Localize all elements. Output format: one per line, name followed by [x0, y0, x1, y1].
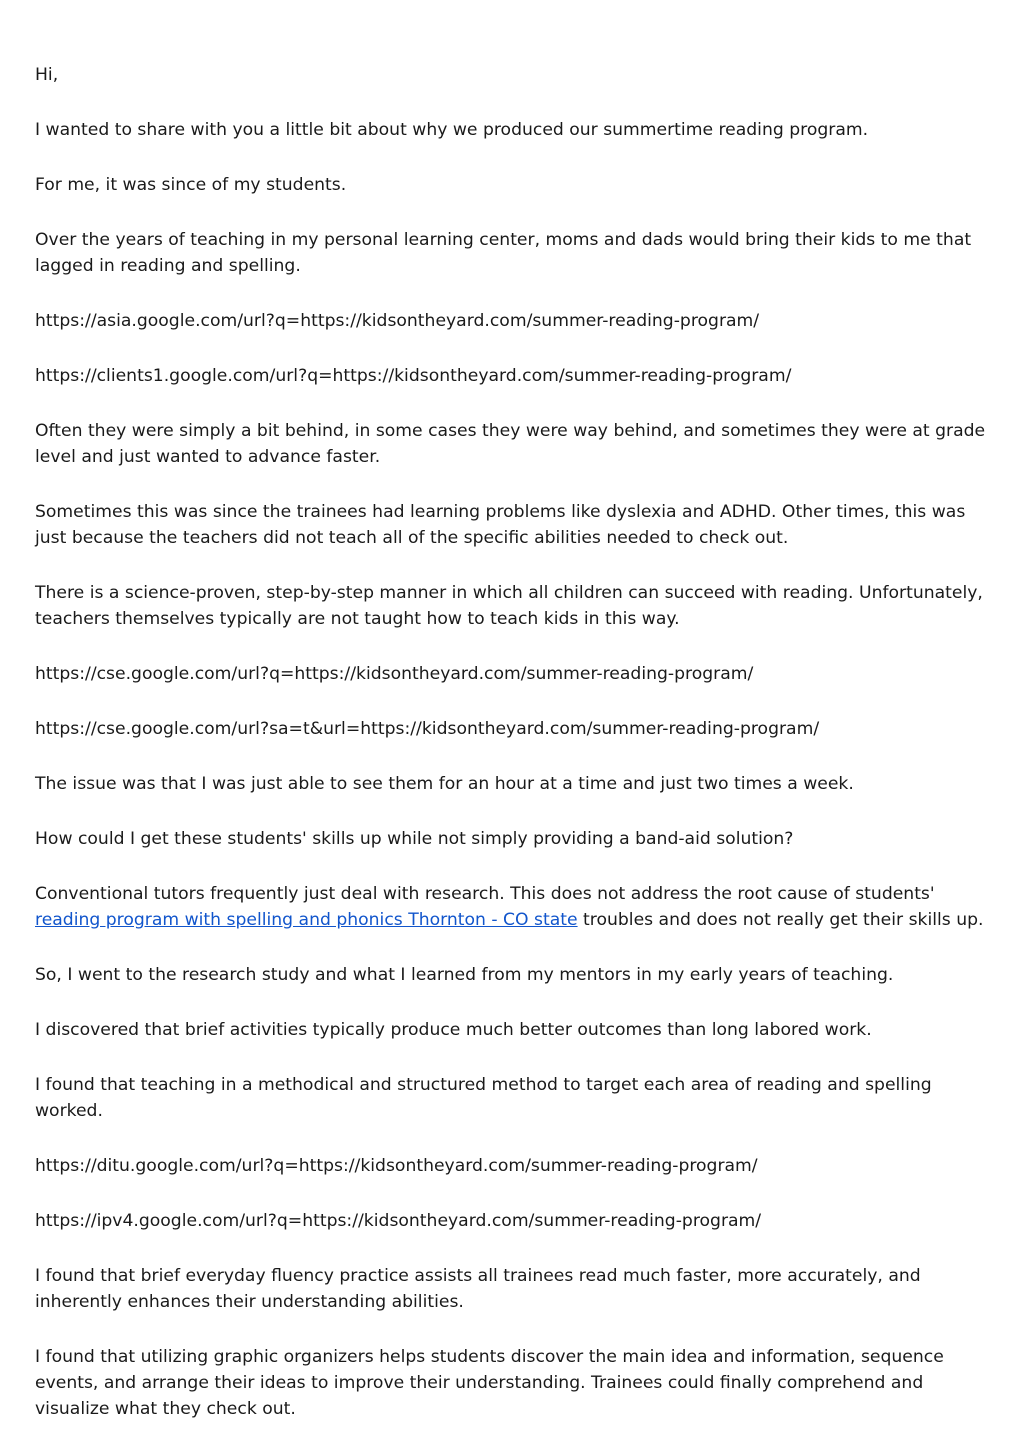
paragraph-graphic-organizers: I found that utilizing graphic organizers helps students discover the main idea and information, sequence events, and arrange their ideas to improve their understanding. Trainees could finally comprehend and visualize what they check out.	[35, 1347, 944, 1419]
url-line-ditu: https://ditu.google.com/url?q=https://kidsontheyard.com/summer-reading-program/	[35, 1156, 758, 1176]
paragraph-issue: The issue was that I was just able to see them for an hour at a time and just two times a week.	[35, 774, 854, 794]
paragraph-research-study: So, I went to the research study and what I learned from my mentors in my early years of teaching.	[35, 965, 894, 985]
url-line-asia: https://asia.google.com/url?q=https://kidsontheyard.com/summer-reading-program/	[35, 311, 760, 331]
paragraph-fluency: I found that brief everyday fluency practice assists all trainees read much faster, more accurately, and inherently enhances their understanding abilities.	[35, 1266, 921, 1312]
paragraph-behind: Often they were simply a bit behind, in some cases they were way behind, and sometimes they were at grade level and just wanted to advance faster.	[35, 421, 986, 467]
url-line-cse-q: https://cse.google.com/url?q=https://kidsontheyard.com/summer-reading-program/	[35, 664, 754, 684]
greeting: Hi,	[35, 65, 59, 85]
paragraph-conventional-tutors	[35, 881, 995, 933]
paragraph-methodical: I found that teaching in a methodical and structured method to target each area of reading and spelling worked.	[35, 1075, 932, 1121]
document-body	[35, 62, 995, 1451]
paragraph-question: How could I get these students' skills up while not simply providing a band-aid solution?	[35, 829, 794, 849]
paragraph-students: For me, it was since of my students.	[35, 175, 347, 195]
reading-program-link[interactable]: reading program with spelling and phonics Thornton - CO state	[35, 910, 578, 930]
url-line-clients1: https://clients1.google.com/url?q=https://kidsontheyard.com/summer-reading-program/	[35, 366, 792, 386]
url-line-cse-sa: https://cse.google.com/url?sa=t&url=https://kidsontheyard.com/summer-reading-program/	[35, 719, 820, 739]
paragraph-brief-activities: I discovered that brief activities typically produce much better outcomes than long labored work.	[35, 1020, 872, 1040]
url-line-ipv4: https://ipv4.google.com/url?q=https://kidsontheyard.com/summer-reading-program/	[35, 1211, 762, 1231]
paragraph-tutors-text-after: troubles and does not really get their skills up.	[577, 910, 984, 930]
paragraph-science-proven: There is a science-proven, step-by-step manner in which all children can succeed with reading. Unfortunately, teachers themselves typically are not taught how to teach kids in this way.	[35, 583, 983, 629]
paragraph-learning-center: Over the years of teaching in my personal learning center, moms and dads would bring their kids to me that lagged in reading and spelling.	[35, 230, 972, 276]
paragraph-tutors-text-before: Conventional tutors frequently just deal with research. This does not address the root cause of students'	[35, 884, 935, 904]
paragraph-dyslexia: Sometimes this was since the trainees had learning problems like dyslexia and ADHD. Other times, this was just because the teachers did not teach all of the specific abilities needed to check out.	[35, 502, 966, 548]
paragraph-intro: I wanted to share with you a little bit about why we produced our summertime reading program.	[35, 120, 869, 140]
